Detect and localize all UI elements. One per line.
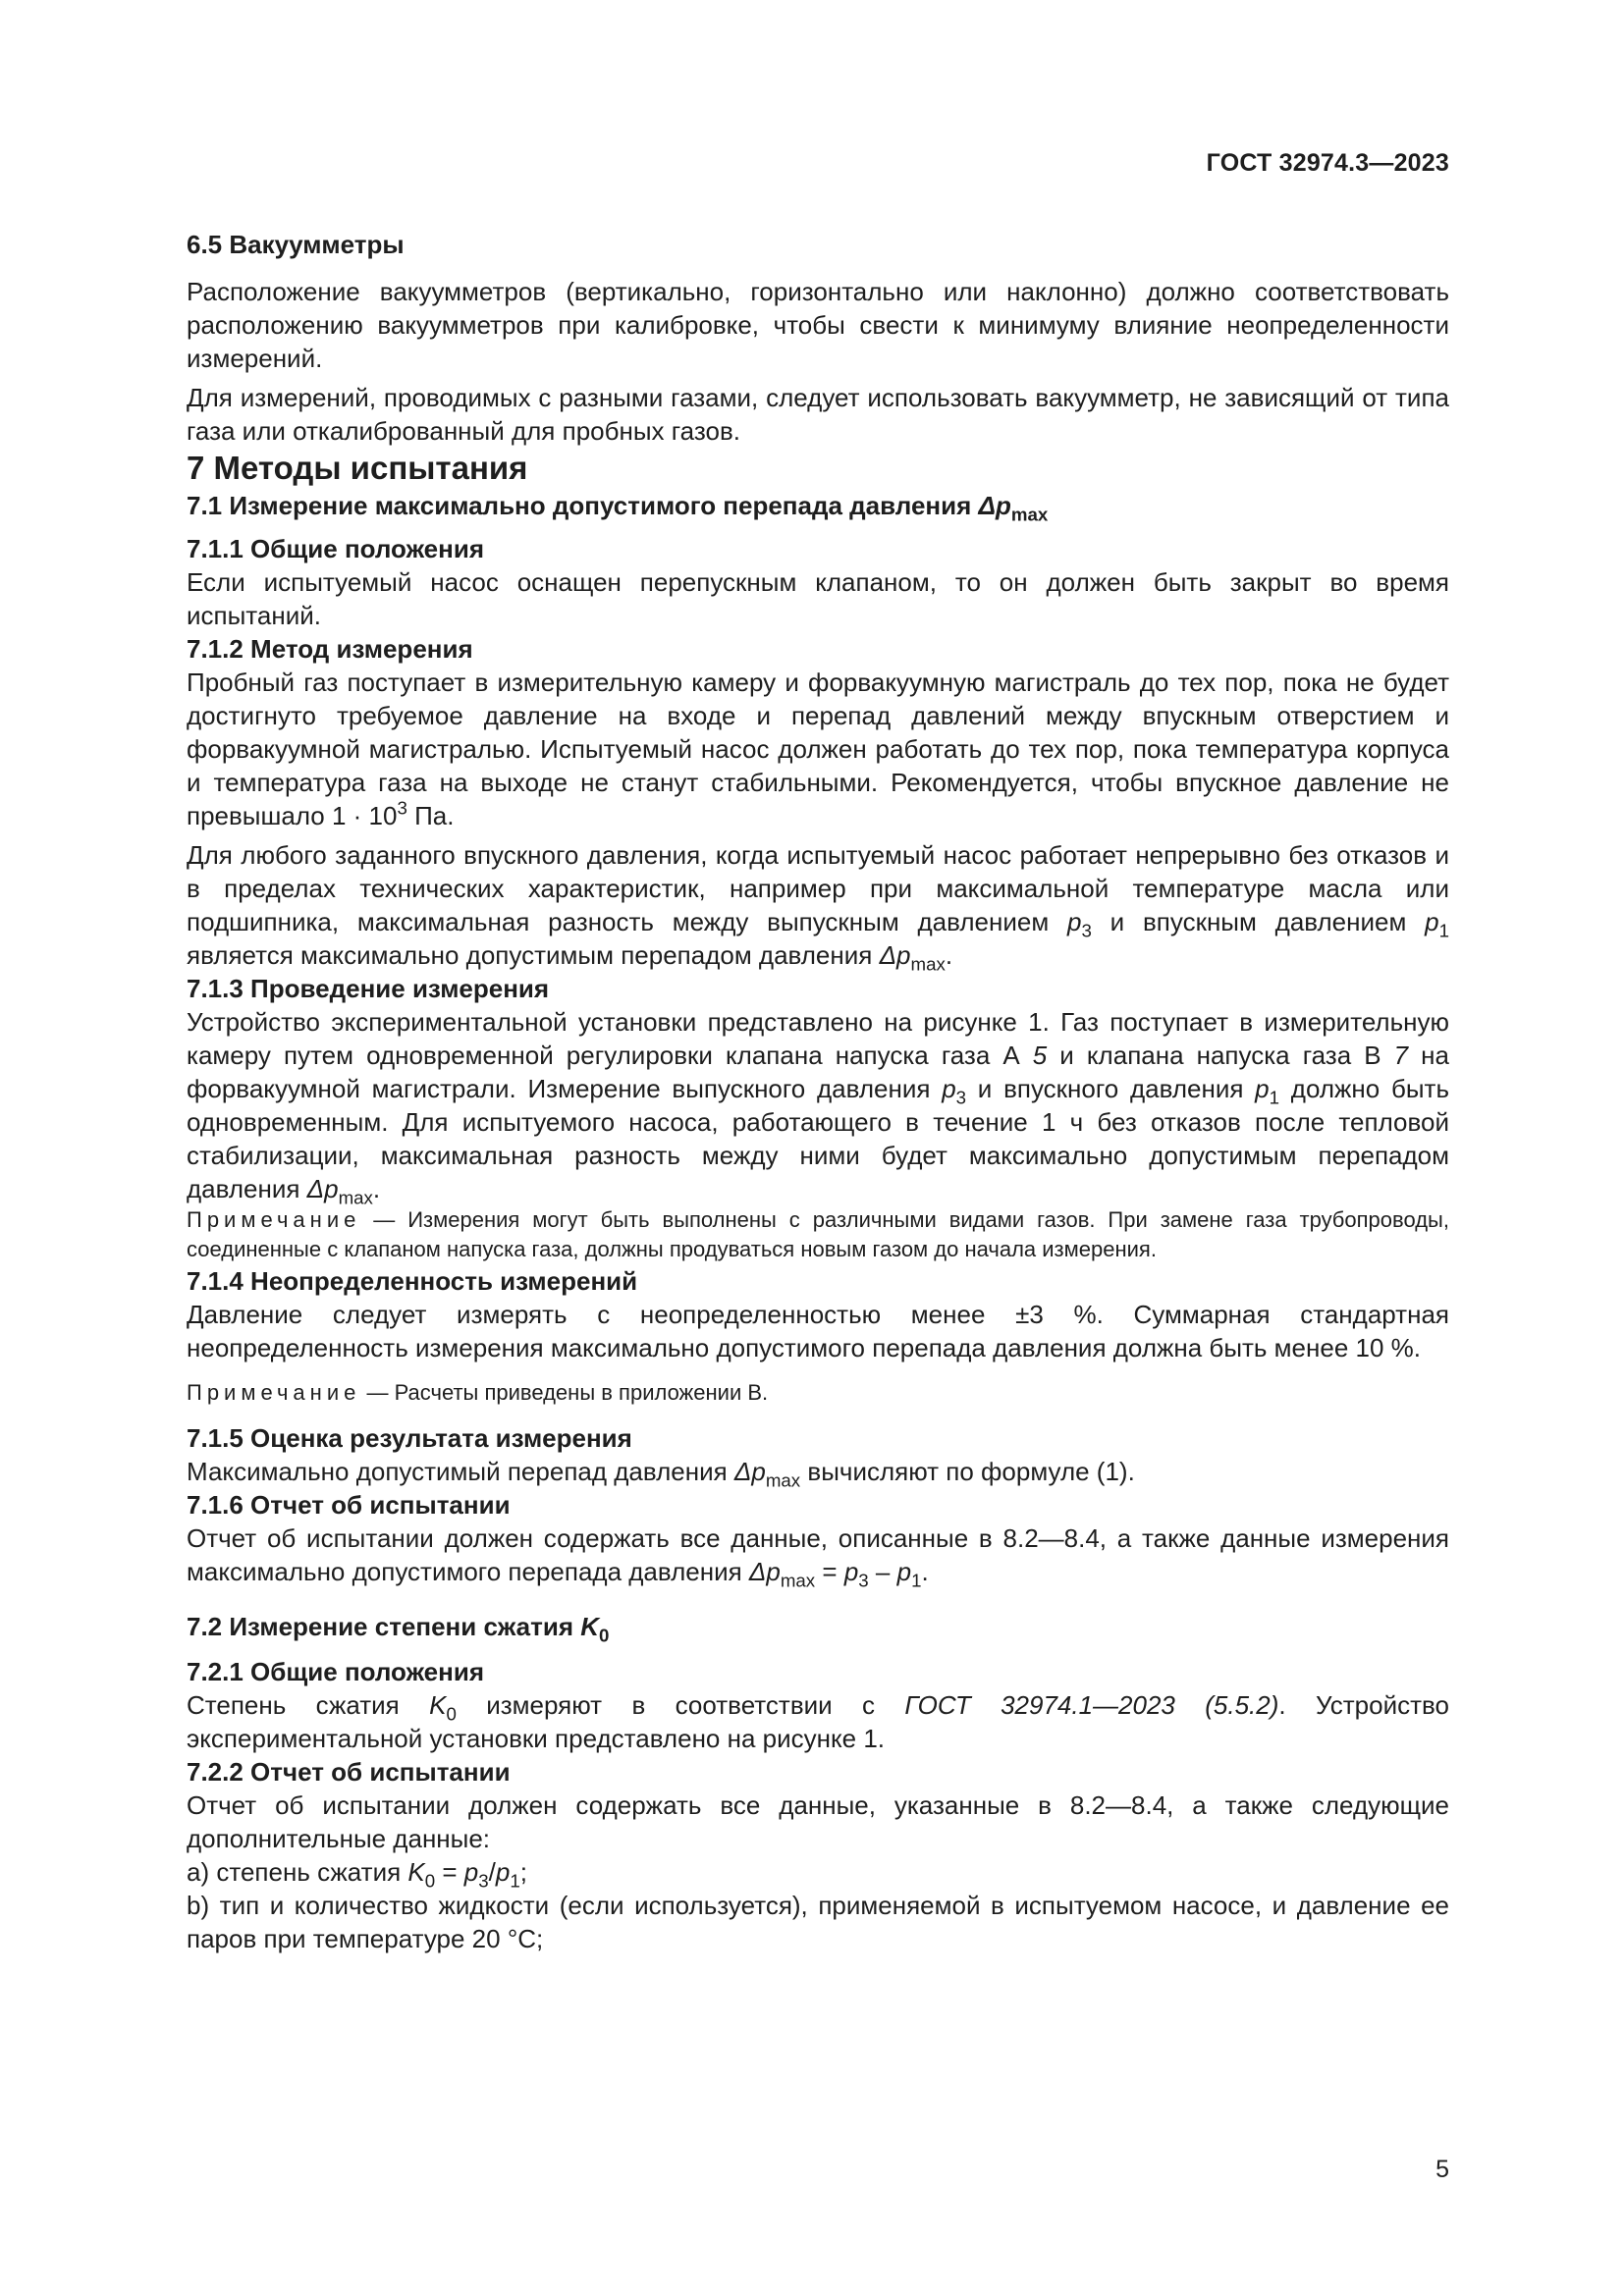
section-7-1-4-paragraph: Давление следует измерять с неопределенностью менее ±3 %. Суммарная стандартная неопределенность измерения максимально допустимого перепада давления должна быть менее 10 %. bbox=[187, 1300, 1449, 1362]
k0-symbol: $K_0$ bbox=[580, 1612, 610, 1646]
standard-number-header: ГОСТ 32974.3—2023 bbox=[1206, 149, 1449, 177]
section-7-1-5-paragraph: Максимально допустимый перепад давления $\Delta p_{max}$ вычисляют по формуле (1). bbox=[187, 1457, 1135, 1491]
section-7-1-3-heading: 7.1.3 Проведение измерения bbox=[187, 974, 550, 1003]
page-number: 5 bbox=[1435, 2156, 1449, 2183]
delta-p-symbol: $\Delta p_{max}$ bbox=[978, 491, 1049, 525]
section-6-5-heading: 6.5 Вакуумметры bbox=[187, 230, 405, 259]
section-7-2-heading: 7.2 Измерение степени сжатия $K_0$ bbox=[187, 1612, 610, 1646]
section-7-2-1-paragraph: Степень сжатия $K_0$ измеряют в соответствии с ГОСТ 32974.1—2023 (5.5.2). Устройство экспериментальной установки представлено на рисунке 1. bbox=[187, 1690, 1450, 1753]
section-7-1-6-heading: 7.1.6 Отчет об испытании bbox=[187, 1490, 511, 1520]
section-7-1-heading: 7.1 Измерение максимально допустимого перепада давления $\Delta p_{max}$ bbox=[187, 491, 1049, 525]
section-6-5-paragraph-2: Для измерений, проводимых с разными газами, следует использовать вакуумметр, не зависящий от типа газа или откалиброванный для пробных газов. bbox=[187, 383, 1449, 446]
section-7-1-2-paragraph-1: Пробный газ поступает в измерительную камеру и форвакуумную магистраль до тех пор, пока не будет достигнуто требуемое давление на входе и перепад давлений между впускным отверстием и форвакуумной магистралью. Испытуемый насос должен работать до тех пор, пока температура корпуса и температура газа на выходе не станут стабильными. Рекомендуется, чтобы впускное давление не превышало $1 \cdot 10^3$ Па. bbox=[187, 667, 1449, 830]
section-7-1-3-paragraph: Устройство экспериментальной установки представлено на рисунке 1. Газ поступает в измерительную камеру путем одновременной регулировки клапана напуска газа А 5 и клапана напуска газа В 7 на форвакуумной магистрали. Измерение выпускного давления $p_3$ и впускного давления $p_1$ должно быть одновременным. Для испытуемого насоса, работающего в течение 1 ч без отказов после тепловой стабилизации, максимальная разность между ними будет максимально допустимым перепадом давления $\Delta p_{max}$. bbox=[187, 1007, 1450, 1208]
list-item-b: b) тип и количество жидкости (если используется), применяемой в испытуемом насосе, и давление ее паров при температуре 20 °C; bbox=[187, 1891, 1449, 1953]
section-7-2-1-heading: 7.2.1 Общие положения bbox=[187, 1657, 484, 1686]
section-7-1-1-heading: 7.1.1 Общие положения bbox=[187, 534, 484, 563]
section-7-1-1-paragraph: Если испытуемый насос оснащен перепускным клапаном, то он должен быть закрыт во время испытаний. bbox=[187, 567, 1449, 630]
section-6-5-paragraph-1: Расположение вакуумметров (вертикально, горизонтально или наклонно) должно соответствовать расположению вакуумметров при калибровке, чтобы свести к минимуму влияние неопределенности измерений. bbox=[187, 277, 1449, 373]
section-7-2-2-heading: 7.2.2 Отчет об испытании bbox=[187, 1757, 511, 1787]
section-7-1-4-note: Примечание — Расчеты приведены в приложении В. bbox=[187, 1380, 769, 1405]
section-7-heading: 7 Методы испытания bbox=[187, 450, 528, 486]
list-item-a: а) степень сжатия $K_0 = p_3/p_1$; bbox=[187, 1857, 528, 1892]
section-7-1-5-heading: 7.1.5 Оценка результата измерения bbox=[187, 1423, 632, 1453]
section-7-1-2-paragraph-2: Для любого заданного впускного давления, когда испытуемый насос работает непрерывно без отказов и в пределах технических характеристик, например при максимальной температуре масла или подшипника, максимальная разность между выпускным давлением $p_3$ и впускным давлением $p_1$ является максимально допустимым перепадом давления $\Delta p_{max}$. bbox=[187, 840, 1449, 975]
section-7-1-6-paragraph: Отчет об испытании должен содержать все данные, описанные в 8.2—8.4, а также данные измерения максимально допустимого перепада давления $\Delta p_{max} = p_3 - p_1$. bbox=[187, 1523, 1449, 1591]
section-7-1-4-heading: 7.1.4 Неопределенность измерений bbox=[187, 1266, 638, 1296]
section-7-1-2-heading: 7.1.2 Метод измерения bbox=[187, 634, 473, 664]
section-7-2-2-paragraph: Отчет об испытании должен содержать все данные, указанные в 8.2—8.4, а также следующие дополнительные данные: bbox=[187, 1790, 1449, 1853]
section-7-1-3-note: Примечание — Измерения могут быть выполнены с различными видами газов. При замене газа трубопроводы, соединенные с клапаном напуска газа, должны продуваться новым газом до начала измерения. bbox=[187, 1207, 1449, 1261]
document-body bbox=[187, 228, 1449, 1955]
